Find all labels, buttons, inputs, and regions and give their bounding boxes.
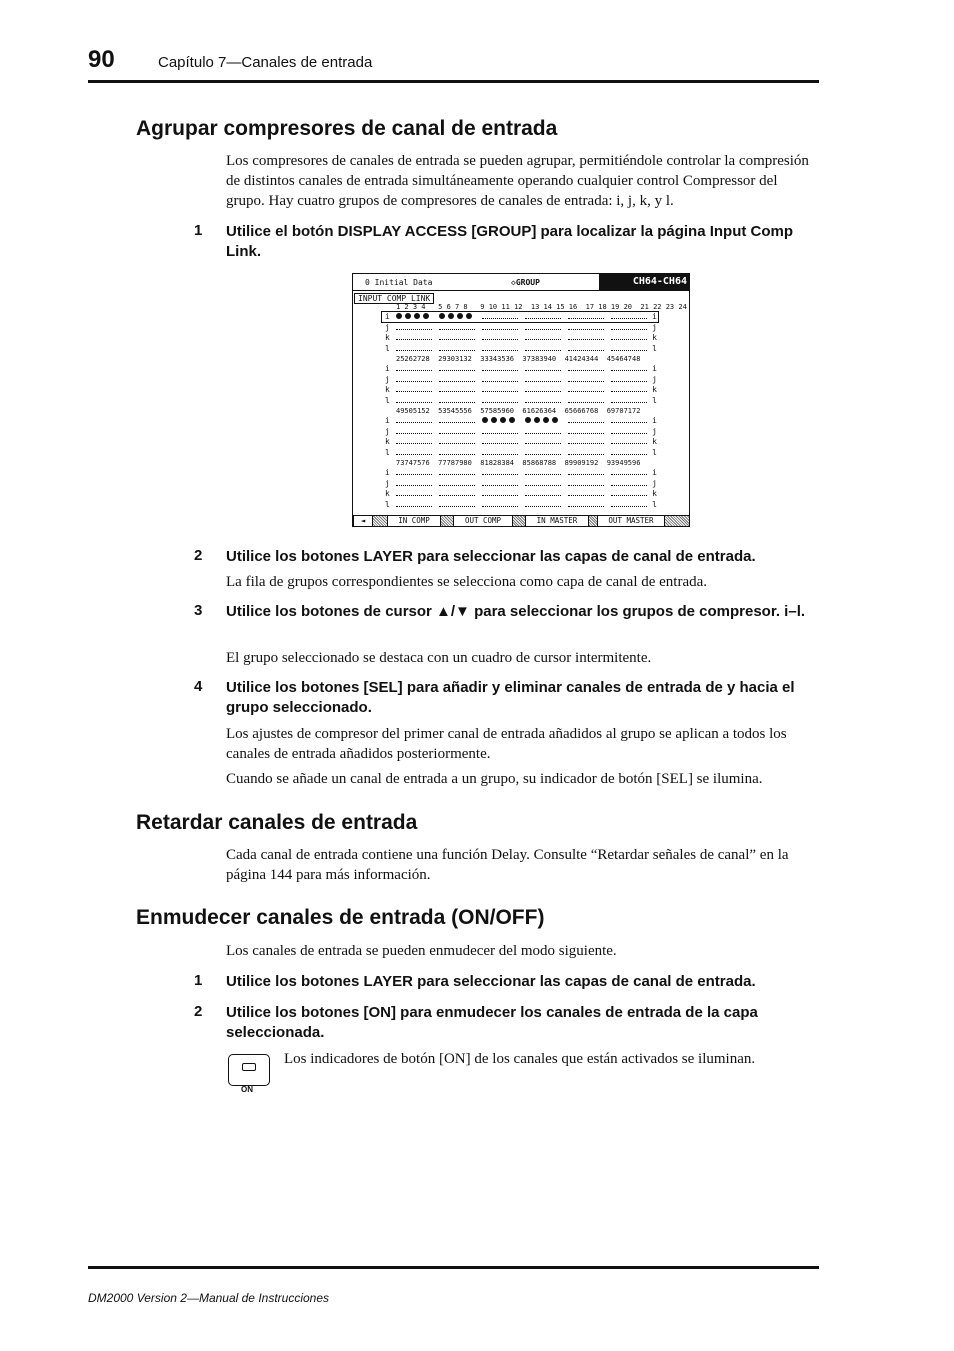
page-number: 90: [88, 46, 115, 73]
lcd-unlinked-channels: [439, 337, 475, 340]
lcd-unlinked-channels: [568, 452, 604, 455]
lcd-group-row-label: j: [652, 374, 657, 384]
lcd-screen: [352, 273, 690, 527]
lcd-tab-out-comp[interactable]: OUT COMP: [453, 516, 513, 526]
lcd-unlinked-channels: [439, 472, 475, 475]
lcd-unlinked-channels: [525, 316, 561, 319]
lcd-unlinked-channels: [482, 327, 518, 330]
step-description: Los ajustes de compresor del primer canal de entrada añadidos al grupo se aplican a todos los canales de entrada añadidos posteriormente.: [226, 726, 787, 762]
lcd-unlinked-channels: [611, 368, 647, 371]
lcd-linked-channel-dot: [543, 417, 549, 423]
lcd-unlinked-channels: [611, 472, 647, 475]
lcd-unlinked-channels: [568, 504, 604, 507]
lcd-unlinked-channels: [396, 504, 432, 507]
lcd-channel-numbers: 73747576 77787980 81828384 85868788 89909192 93949596: [396, 459, 641, 467]
lcd-unlinked-channels: [396, 327, 432, 330]
lcd-unlinked-channels: [525, 493, 561, 496]
lcd-group-row-label: j: [385, 426, 390, 436]
lcd-unlinked-channels: [611, 348, 647, 351]
lcd-unlinked-channels: [396, 420, 432, 423]
lcd-channel: CH64-CH64: [632, 276, 687, 287]
lcd-unlinked-channels: [568, 389, 604, 392]
lcd-unlinked-channels: [525, 368, 561, 371]
lcd-unlinked-channels: [568, 337, 604, 340]
lcd-linked-channel-dot: [448, 313, 454, 319]
lcd-unlinked-channels: [611, 337, 647, 340]
step-description: La fila de grupos correspondientes se selecciona como capa de canal de entrada.: [226, 574, 708, 590]
on-button-label: ON: [241, 1085, 253, 1094]
header-rule: [88, 80, 819, 83]
lcd-unlinked-channels: [396, 452, 432, 455]
lcd-top-bar: [353, 274, 689, 291]
lcd-unlinked-channels: [396, 348, 432, 351]
lcd-unlinked-channels: [482, 368, 518, 371]
lcd-linked-channel-dot: [439, 313, 445, 319]
lcd-unlinked-channels: [396, 431, 432, 434]
lcd-unlinked-channels: [482, 493, 518, 496]
lcd-group-row-label: k: [652, 437, 657, 446]
lcd-linked-channel-dot: [552, 417, 558, 423]
step-text: Utilice los botones LAYER para seleccionar las capas de canal de entrada.: [226, 973, 756, 990]
section3-intro: Los canales de entrada se pueden enmudecer del modo siguiente.: [226, 943, 617, 959]
lcd-unlinked-channels: [439, 431, 475, 434]
lcd-unlinked-channels: [568, 483, 604, 486]
lcd-unlinked-channels: [611, 389, 647, 392]
lcd-unlinked-channels: [568, 472, 604, 475]
lcd-unlinked-channels: [525, 431, 561, 434]
lcd-linked-channel-dot: [414, 313, 420, 319]
lcd-unlinked-channels: [611, 420, 647, 423]
lcd-linked-channel-dot: [491, 417, 497, 423]
lcd-group-row-label: i: [385, 312, 390, 321]
lcd-unlinked-channels: [439, 368, 475, 371]
lcd-unlinked-channels: [525, 483, 561, 486]
lcd-unlinked-channels: [396, 472, 432, 475]
lcd-unlinked-channels: [568, 348, 604, 351]
lcd-unlinked-channels: [611, 452, 647, 455]
lcd-linked-channel-dot: [500, 417, 506, 423]
lcd-group-row-label: j: [385, 374, 390, 384]
footer-rule: [88, 1266, 819, 1269]
section-heading-enmudecer: Enmudecer canales de entrada (ON/OFF): [136, 906, 545, 929]
lcd-linked-channel-dot: [396, 313, 402, 319]
lcd-unlinked-channels: [568, 493, 604, 496]
lcd-group-row-label: k: [385, 489, 390, 498]
lcd-group-row-label: k: [385, 385, 390, 394]
lcd-tab-bar: [353, 515, 689, 526]
lcd-unlinked-channels: [439, 389, 475, 392]
lcd-unlinked-channels: [439, 420, 475, 423]
lcd-unlinked-channels: [568, 316, 604, 319]
lcd-linked-channel-dot: [534, 417, 540, 423]
lcd-linked-channel-dot: [457, 313, 463, 319]
lcd-unlinked-channels: [611, 316, 647, 319]
lcd-group-row-label: k: [652, 489, 657, 498]
lcd-unlinked-channels: [439, 400, 475, 403]
step-text: Utilice los botones de cursor ▲/▼ para seleccionar los grupos de compresor. i–l.: [226, 603, 806, 620]
lcd-linked-channel-dot: [405, 313, 411, 319]
lcd-unlinked-channels: [482, 431, 518, 434]
lcd-unlinked-channels: [396, 379, 432, 382]
lcd-group-row-label: i: [652, 364, 657, 373]
lcd-group-row-label: l: [652, 499, 657, 509]
lcd-group-row-label: k: [385, 333, 390, 342]
lcd-unlinked-channels: [482, 379, 518, 382]
lcd-group-row-label: j: [652, 322, 657, 332]
lcd-unlinked-channels: [482, 316, 518, 319]
lcd-unlinked-channels: [439, 504, 475, 507]
lcd-tab-in-comp[interactable]: IN COMP: [387, 516, 441, 526]
lcd-unlinked-channels: [525, 400, 561, 403]
step-text: Utilice los botones [ON] para enmudecer los canales de entrada de la capa seleccionada.: [226, 1004, 758, 1041]
lcd-group-row-label: i: [652, 468, 657, 477]
lcd-unlinked-channels: [396, 493, 432, 496]
on-led-icon: [242, 1063, 256, 1071]
step-text: Utilice el botón DISPLAY ACCESS [GROUP] para localizar la página Input Comp Link.: [226, 223, 794, 260]
section2-body: Cada canal de entrada contiene una función Delay. Consulte “Retardar señales de canal” en la página 144 para más información.: [226, 847, 789, 883]
lcd-group-row-label: j: [652, 478, 657, 488]
lcd-scene-name: 0 Initial Data: [365, 278, 433, 287]
lcd-unlinked-channels: [396, 389, 432, 392]
lcd-tab-back-arrow[interactable]: ◄: [353, 516, 373, 526]
lcd-unlinked-channels: [611, 431, 647, 434]
lcd-unlinked-channels: [482, 504, 518, 507]
step-number: 2: [194, 547, 203, 564]
lcd-group-row-label: k: [385, 437, 390, 446]
lcd-unlinked-channels: [568, 441, 604, 444]
step-number: 1: [194, 972, 203, 989]
lcd-unlinked-channels: [396, 337, 432, 340]
section-heading-agrupar: Agrupar compresores de canal de entrada: [136, 117, 558, 140]
lcd-unlinked-channels: [525, 337, 561, 340]
lcd-unlinked-channels: [611, 483, 647, 486]
lcd-channel-box: [599, 274, 689, 290]
lcd-group-row-label: j: [385, 478, 390, 488]
section-heading-retardar: Retardar canales de entrada: [136, 811, 418, 834]
lcd-unlinked-channels: [525, 452, 561, 455]
step-description: El grupo seleccionado se destaca con un cuadro de cursor intermitente.: [226, 650, 652, 666]
lcd-unlinked-channels: [568, 431, 604, 434]
lcd-group-row-label: i: [652, 416, 657, 425]
lcd-unlinked-channels: [396, 368, 432, 371]
lcd-group-label: ◇GROUP: [511, 278, 540, 287]
lcd-unlinked-channels: [525, 472, 561, 475]
lcd-unlinked-channels: [482, 337, 518, 340]
lcd-unlinked-channels: [482, 483, 518, 486]
lcd-unlinked-channels: [611, 327, 647, 330]
lcd-group-row-label: l: [385, 395, 390, 405]
lcd-unlinked-channels: [525, 441, 561, 444]
lcd-linked-channel-dot: [525, 417, 531, 423]
lcd-group-row-label: l: [652, 395, 657, 405]
on-button-icon: [228, 1054, 270, 1086]
lcd-linked-channel-dot: [466, 313, 472, 319]
step-number: 4: [194, 678, 203, 695]
lcd-group-row-label: l: [385, 343, 390, 353]
lcd-unlinked-channels: [611, 493, 647, 496]
lcd-group-row-label: l: [385, 447, 390, 457]
lcd-unlinked-channels: [525, 389, 561, 392]
lcd-unlinked-channels: [482, 400, 518, 403]
lcd-group-row-label: l: [385, 499, 390, 509]
lcd-unlinked-channels: [568, 420, 604, 423]
lcd-unlinked-channels: [525, 504, 561, 507]
lcd-linked-channel-dot: [423, 313, 429, 319]
step-description: Cuando se añade un canal de entrada a un grupo, su indicador de botón [SEL] se ilumina.: [226, 771, 763, 787]
lcd-page-title: INPUT COMP LINK: [354, 293, 434, 304]
step-description: Los indicadores de botón [ON] de los canales que están activados se iluminan.: [284, 1051, 756, 1067]
lcd-unlinked-channels: [439, 452, 475, 455]
lcd-unlinked-channels: [611, 504, 647, 507]
lcd-unlinked-channels: [439, 327, 475, 330]
section1-intro: Los compresores de canales de entrada se pueden agrupar, permitiéndole controlar la compresión de distintos canales de entrada simultáneamente operando cualquier control Compressor del grupo. Hay cuatro grupos de compresores de canales de entrada: i, j, k, y l.: [226, 153, 809, 209]
lcd-group-row-label: l: [652, 343, 657, 353]
lcd-unlinked-channels: [568, 400, 604, 403]
lcd-group-row-label: i: [385, 416, 390, 425]
lcd-group-row-label: j: [385, 322, 390, 332]
step-number: 2: [194, 1003, 203, 1020]
lcd-unlinked-channels: [439, 493, 475, 496]
lcd-unlinked-channels: [525, 379, 561, 382]
lcd-unlinked-channels: [396, 441, 432, 444]
lcd-linked-channel-dot: [509, 417, 515, 423]
step-text: Utilice los botones LAYER para seleccionar las capas de canal de entrada.: [226, 548, 756, 565]
lcd-unlinked-channels: [525, 327, 561, 330]
lcd-group-row-label: k: [652, 333, 657, 342]
lcd-unlinked-channels: [439, 348, 475, 351]
lcd-unlinked-channels: [482, 472, 518, 475]
lcd-unlinked-channels: [611, 441, 647, 444]
lcd-unlinked-channels: [482, 452, 518, 455]
lcd-unlinked-channels: [568, 368, 604, 371]
lcd-group-row-label: i: [385, 364, 390, 373]
lcd-unlinked-channels: [611, 379, 647, 382]
lcd-unlinked-channels: [525, 348, 561, 351]
lcd-group-row-label: i: [652, 312, 657, 321]
lcd-unlinked-channels: [439, 379, 475, 382]
lcd-group-row-label: i: [385, 468, 390, 477]
lcd-tab-in-master[interactable]: IN MASTER: [525, 516, 589, 526]
lcd-unlinked-channels: [396, 483, 432, 486]
lcd-unlinked-channels: [439, 483, 475, 486]
lcd-linked-channel-dot: [482, 417, 488, 423]
lcd-channel-numbers: 1 2 3 4 5 6 7 8 9 10 11 12 13 14 15 16 17 18 19 20 21 22 23 24: [396, 303, 687, 311]
lcd-unlinked-channels: [568, 379, 604, 382]
lcd-group-row-label: k: [652, 385, 657, 394]
lcd-unlinked-channels: [482, 389, 518, 392]
lcd-tab-out-master[interactable]: OUT MASTER: [597, 516, 665, 526]
step-text: Utilice los botones [SEL] para añadir y eliminar canales de entrada de y hacia el grupo seleccionado.: [226, 679, 795, 716]
lcd-unlinked-channels: [611, 400, 647, 403]
lcd-channel-numbers: 25262728 29303132 33343536 37383940 41424344 45464748: [396, 355, 641, 363]
chapter-title: Capítulo 7—Canales de entrada: [158, 54, 373, 71]
step-number: 1: [194, 222, 203, 239]
lcd-unlinked-channels: [568, 327, 604, 330]
lcd-channel-numbers: 49505152 53545556 57585960 61626364 65666768 69707172: [396, 407, 641, 415]
lcd-group-row-label: j: [652, 426, 657, 436]
lcd-unlinked-channels: [482, 348, 518, 351]
lcd-unlinked-channels: [439, 441, 475, 444]
lcd-unlinked-channels: [396, 400, 432, 403]
footer-text: DM2000 Version 2—Manual de Instrucciones: [88, 1291, 330, 1305]
lcd-unlinked-channels: [482, 441, 518, 444]
lcd-group-row-label: l: [652, 447, 657, 457]
step-number: 3: [194, 602, 203, 619]
